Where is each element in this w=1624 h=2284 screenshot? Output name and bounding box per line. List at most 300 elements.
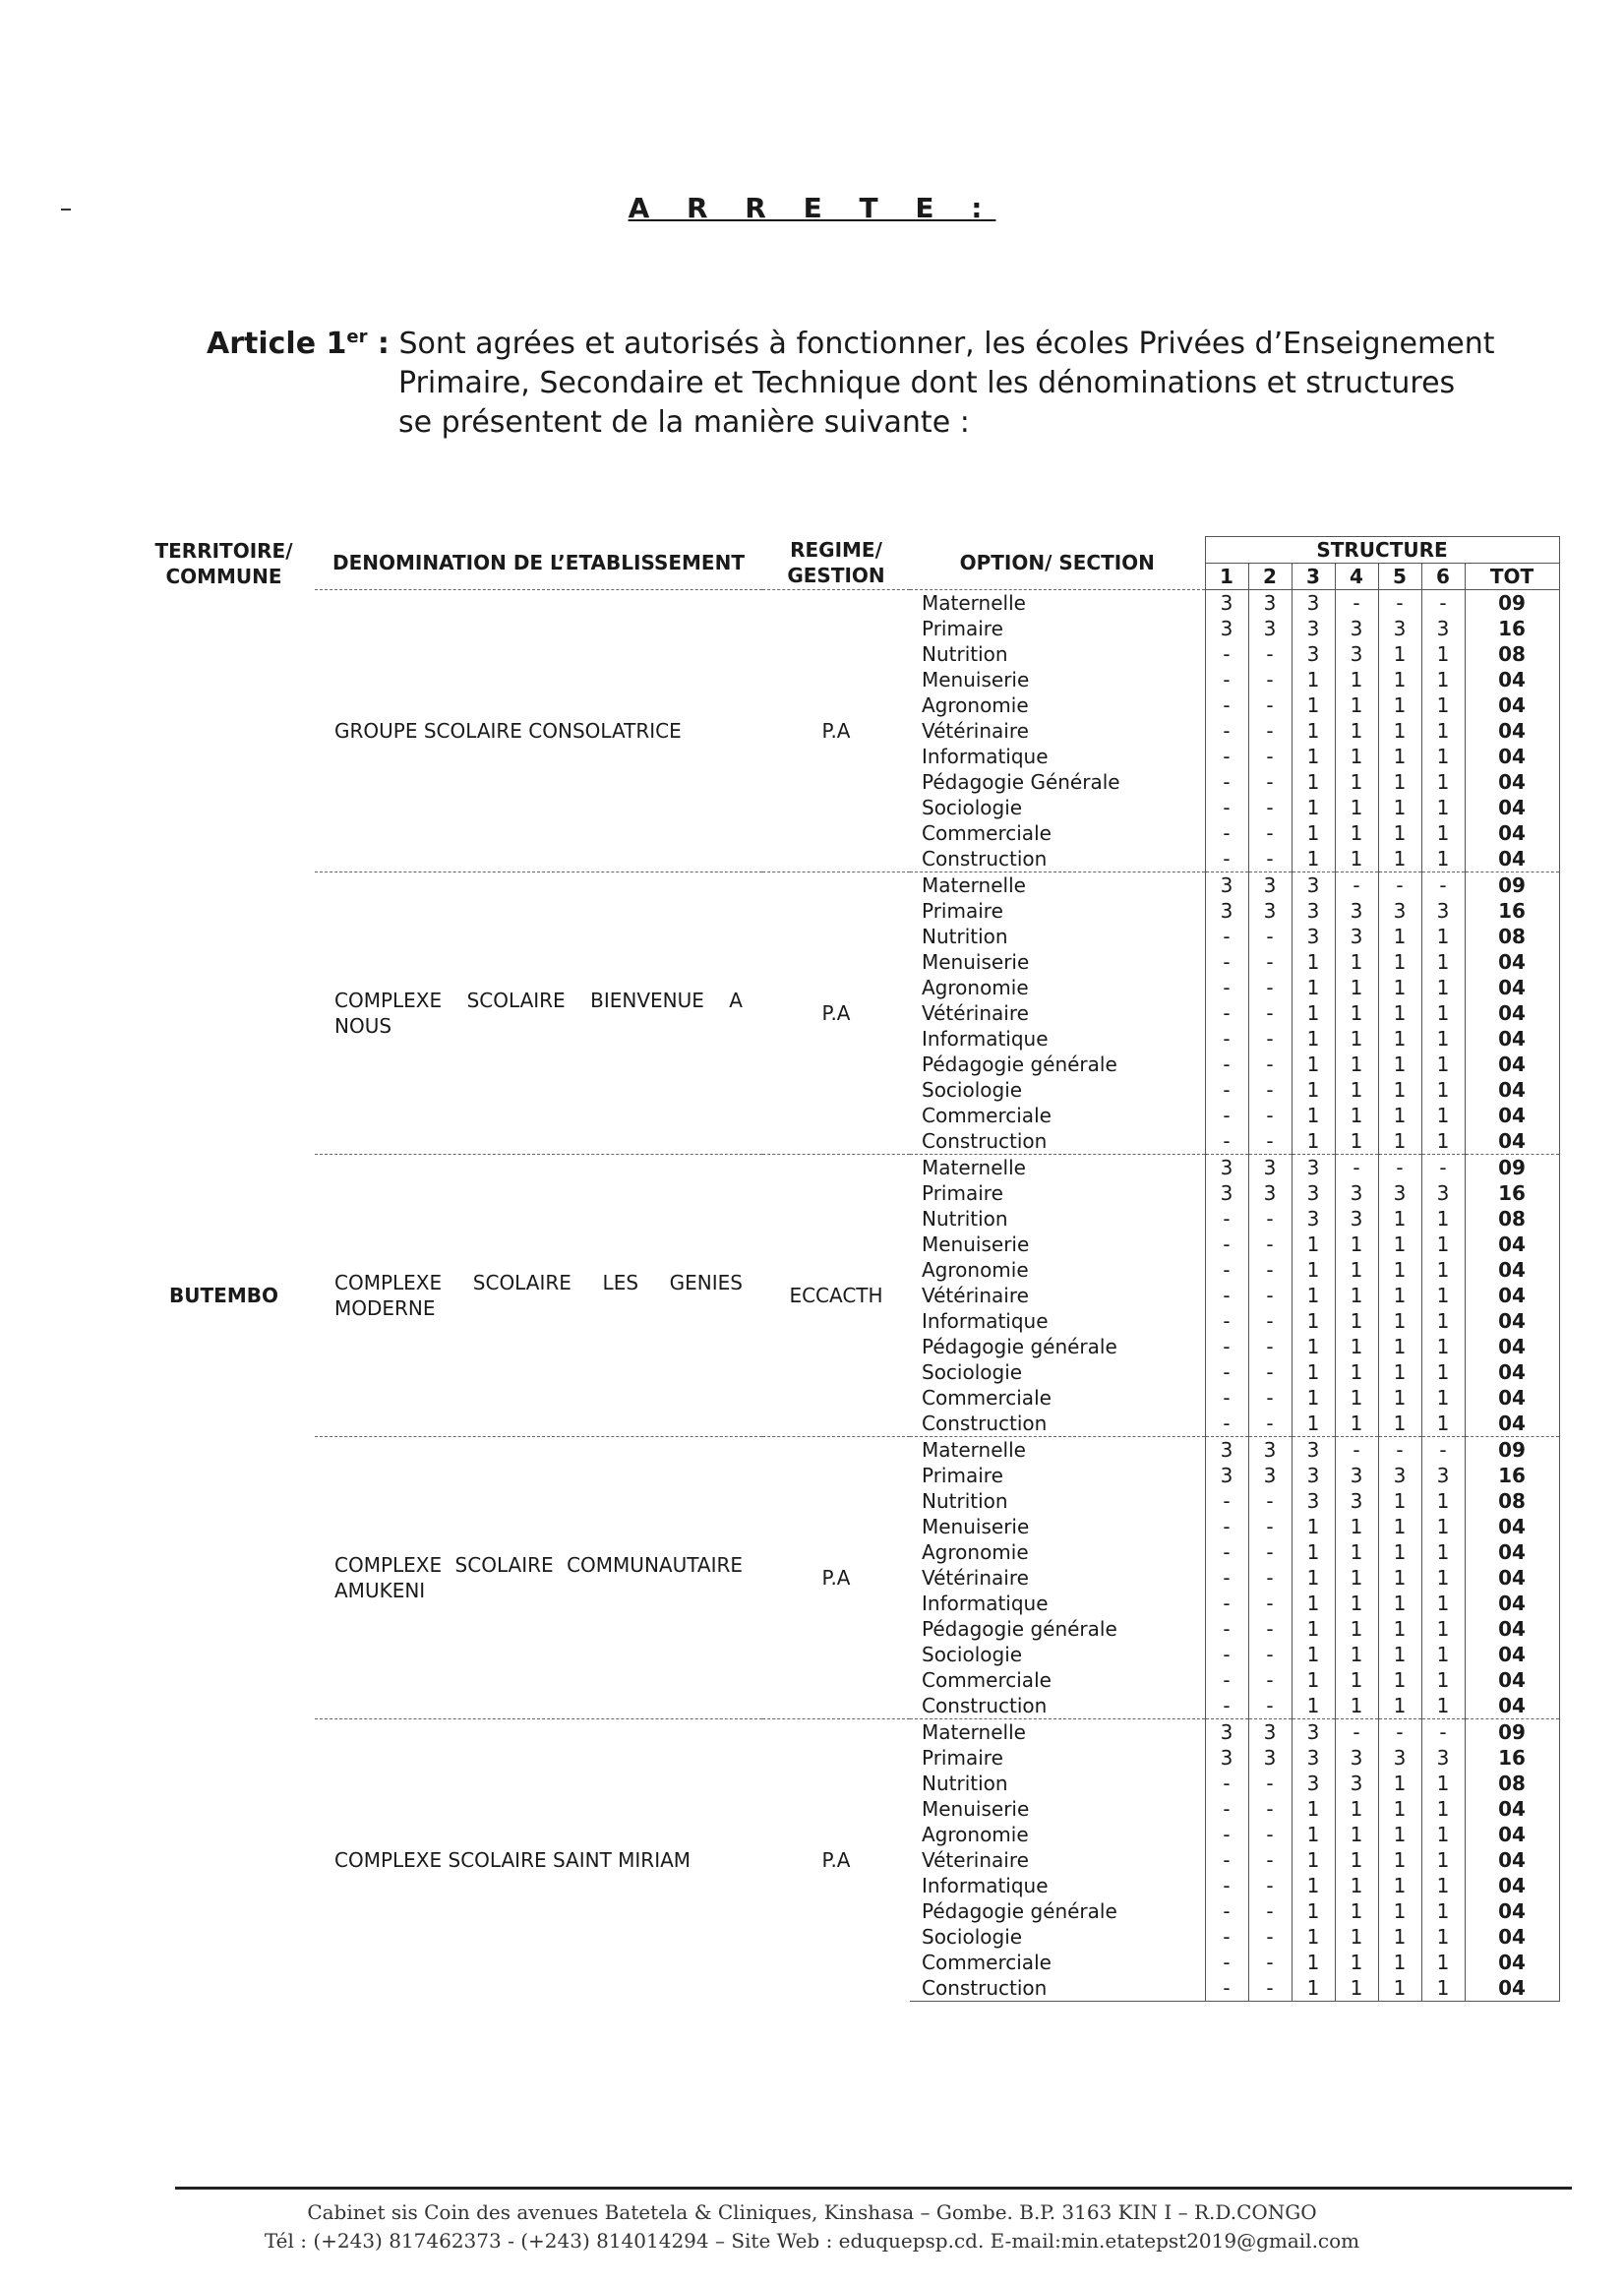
year-5-cell: 1 bbox=[1378, 1873, 1421, 1898]
year-2-cell: 3 bbox=[1248, 1745, 1292, 1771]
year-6-cell: 1 bbox=[1421, 924, 1465, 949]
year-1-cell: - bbox=[1205, 744, 1248, 769]
year-1-cell: - bbox=[1205, 1411, 1248, 1437]
year-4-cell: 1 bbox=[1335, 949, 1378, 975]
year-3-cell: 1 bbox=[1292, 975, 1335, 1000]
year-1-cell: 3 bbox=[1205, 1719, 1248, 1746]
year-5-cell: 1 bbox=[1378, 1283, 1421, 1308]
year-5-cell: 1 bbox=[1378, 769, 1421, 795]
year-3-cell: 1 bbox=[1292, 820, 1335, 846]
year-1-cell: - bbox=[1205, 1693, 1248, 1719]
year-4-cell: 1 bbox=[1335, 1693, 1378, 1719]
year-5-cell: 1 bbox=[1378, 1128, 1421, 1155]
option-cell: Informatique bbox=[922, 745, 1049, 768]
school-regime: P.A bbox=[762, 1437, 910, 1719]
year-6-cell: 3 bbox=[1421, 898, 1465, 924]
option-cell: Informatique bbox=[922, 1592, 1049, 1615]
year-6-cell: 1 bbox=[1421, 1693, 1465, 1719]
footer bbox=[0, 2198, 1624, 2255]
year-1-cell: - bbox=[1205, 1847, 1248, 1873]
header-year-5: 5 bbox=[1378, 564, 1421, 590]
year-6-cell: 1 bbox=[1421, 1103, 1465, 1128]
year-5-cell: 1 bbox=[1378, 1667, 1421, 1693]
year-3-cell: 1 bbox=[1292, 1000, 1335, 1026]
year-2-cell: - bbox=[1248, 1077, 1292, 1103]
year-1-cell: - bbox=[1205, 975, 1248, 1000]
year-1-cell: - bbox=[1205, 1591, 1248, 1616]
year-3-cell: 1 bbox=[1292, 1924, 1335, 1950]
year-2-cell: - bbox=[1248, 1924, 1292, 1950]
year-5-cell: 1 bbox=[1378, 667, 1421, 692]
year-4-cell: 1 bbox=[1335, 769, 1378, 795]
total-cell: 09 bbox=[1465, 1155, 1559, 1181]
year-1-cell: - bbox=[1205, 718, 1248, 744]
year-5-cell: - bbox=[1378, 872, 1421, 899]
total-cell: 04 bbox=[1465, 975, 1559, 1000]
year-1-cell: - bbox=[1205, 641, 1248, 667]
year-1-cell: - bbox=[1205, 1103, 1248, 1128]
year-4-cell: 1 bbox=[1335, 795, 1378, 820]
year-6-cell: 1 bbox=[1421, 641, 1465, 667]
year-1-cell: 3 bbox=[1205, 1155, 1248, 1181]
year-3-cell: 1 bbox=[1292, 667, 1335, 692]
year-2-cell: - bbox=[1248, 1667, 1292, 1693]
year-5-cell: 1 bbox=[1378, 924, 1421, 949]
year-2-cell: - bbox=[1248, 1771, 1292, 1796]
year-6-cell: 1 bbox=[1421, 1128, 1465, 1155]
year-4-cell: 1 bbox=[1335, 975, 1378, 1000]
total-cell: 04 bbox=[1465, 1411, 1559, 1437]
option-cell: Sociologie bbox=[922, 1078, 1023, 1102]
year-2-cell: - bbox=[1248, 795, 1292, 820]
year-6-cell: 1 bbox=[1421, 1924, 1465, 1950]
year-4-cell: 1 bbox=[1335, 1898, 1378, 1924]
year-2-cell: - bbox=[1248, 641, 1292, 667]
total-cell: 04 bbox=[1465, 1642, 1559, 1667]
year-6-cell: 1 bbox=[1421, 1591, 1465, 1616]
year-5-cell: 1 bbox=[1378, 1334, 1421, 1359]
year-3-cell: 1 bbox=[1292, 718, 1335, 744]
total-cell: 04 bbox=[1465, 1693, 1559, 1719]
year-6-cell: - bbox=[1421, 1155, 1465, 1181]
year-6-cell: 1 bbox=[1421, 1950, 1465, 1975]
year-5-cell: - bbox=[1378, 590, 1421, 617]
year-4-cell: 1 bbox=[1335, 1257, 1378, 1283]
year-6-cell: 1 bbox=[1421, 1488, 1465, 1514]
year-2-cell: - bbox=[1248, 1591, 1292, 1616]
year-2-cell: 3 bbox=[1248, 1180, 1292, 1206]
year-6-cell: 1 bbox=[1421, 1514, 1465, 1539]
header-option: OPTION/ SECTION bbox=[959, 551, 1155, 575]
year-4-cell: 1 bbox=[1335, 1026, 1378, 1052]
year-4-cell: 1 bbox=[1335, 1385, 1378, 1411]
year-2-cell: - bbox=[1248, 1232, 1292, 1257]
year-1-cell: - bbox=[1205, 1796, 1248, 1822]
year-4-cell: 1 bbox=[1335, 1103, 1378, 1128]
year-6-cell: - bbox=[1421, 1719, 1465, 1746]
year-1-cell: 3 bbox=[1205, 1180, 1248, 1206]
header-regime: REGIME/ GESTION bbox=[787, 538, 885, 588]
school-name: COMPLEXE SCOLAIRE COMMUNAUTAIRE AMUKENI bbox=[315, 1437, 762, 1719]
header-year-1: 1 bbox=[1205, 564, 1248, 590]
year-3-cell: 3 bbox=[1292, 872, 1335, 899]
year-1-cell: 3 bbox=[1205, 1437, 1248, 1464]
year-2-cell: - bbox=[1248, 1128, 1292, 1155]
year-1-cell: 3 bbox=[1205, 898, 1248, 924]
total-cell: 04 bbox=[1465, 820, 1559, 846]
year-2-cell: 3 bbox=[1248, 1719, 1292, 1746]
year-5-cell: 1 bbox=[1378, 1975, 1421, 2002]
year-5-cell: 1 bbox=[1378, 1950, 1421, 1975]
year-5-cell: 3 bbox=[1378, 898, 1421, 924]
year-6-cell: 1 bbox=[1421, 1616, 1465, 1642]
year-3-cell: 3 bbox=[1292, 1206, 1335, 1232]
option-cell: Commerciale bbox=[922, 1951, 1052, 1974]
year-3-cell: 1 bbox=[1292, 1822, 1335, 1847]
header-year-3: 3 bbox=[1292, 564, 1335, 590]
year-3-cell: 1 bbox=[1292, 1283, 1335, 1308]
option-cell: Informatique bbox=[922, 1309, 1049, 1333]
header-year-6: 6 bbox=[1421, 564, 1465, 590]
year-1-cell: - bbox=[1205, 1822, 1248, 1847]
year-5-cell: - bbox=[1378, 1719, 1421, 1746]
total-cell: 16 bbox=[1465, 1180, 1559, 1206]
option-cell: Primaire bbox=[922, 899, 1003, 923]
year-6-cell: 1 bbox=[1421, 1026, 1465, 1052]
total-cell: 16 bbox=[1465, 898, 1559, 924]
year-5-cell: 1 bbox=[1378, 1591, 1421, 1616]
year-1-cell: - bbox=[1205, 1667, 1248, 1693]
year-1-cell: - bbox=[1205, 1924, 1248, 1950]
year-5-cell: 1 bbox=[1378, 1796, 1421, 1822]
footer-contact: Tél : (+243) 817462373 - (+243) 814014294 – Site Web : eduquepsp.cd. E-mail:min.etatepst2019@gmail.com bbox=[264, 2229, 1360, 2253]
year-3-cell: 1 bbox=[1292, 1642, 1335, 1667]
schools-table bbox=[133, 536, 1560, 2002]
article-text-rest: Primaire, Secondaire et Technique dont les dénominations et structures se présentent de la manière suivante : bbox=[398, 366, 1456, 440]
year-3-cell: 3 bbox=[1292, 1155, 1335, 1181]
year-6-cell: 1 bbox=[1421, 1898, 1465, 1924]
total-cell: 08 bbox=[1465, 1206, 1559, 1232]
year-6-cell: 1 bbox=[1421, 1232, 1465, 1257]
total-cell: 04 bbox=[1465, 1924, 1559, 1950]
total-cell: 04 bbox=[1465, 1308, 1559, 1334]
option-cell: Véterinaire bbox=[922, 1848, 1029, 1872]
year-4-cell: - bbox=[1335, 1719, 1378, 1746]
year-1-cell: - bbox=[1205, 692, 1248, 718]
total-cell: 08 bbox=[1465, 641, 1559, 667]
school-name: GROUPE SCOLAIRE CONSOLATRICE bbox=[315, 590, 762, 872]
year-4-cell: 1 bbox=[1335, 1283, 1378, 1308]
year-4-cell: 1 bbox=[1335, 1308, 1378, 1334]
page-title: A R R E T E : bbox=[628, 192, 996, 224]
year-4-cell: 1 bbox=[1335, 1796, 1378, 1822]
year-6-cell: 1 bbox=[1421, 1334, 1465, 1359]
year-2-cell: - bbox=[1248, 949, 1292, 975]
option-cell: Commerciale bbox=[922, 1668, 1052, 1692]
year-4-cell: 1 bbox=[1335, 1411, 1378, 1437]
year-5-cell: 1 bbox=[1378, 1257, 1421, 1283]
total-cell: 16 bbox=[1465, 616, 1559, 641]
option-cell: Pédagogie Générale bbox=[922, 770, 1120, 794]
option-cell: Maternelle bbox=[910, 590, 1205, 617]
total-cell: 04 bbox=[1465, 1128, 1559, 1155]
year-4-cell: - bbox=[1335, 590, 1378, 617]
year-4-cell: 1 bbox=[1335, 718, 1378, 744]
year-4-cell: 1 bbox=[1335, 1359, 1378, 1385]
total-cell: 16 bbox=[1465, 1745, 1559, 1771]
year-3-cell: 1 bbox=[1292, 692, 1335, 718]
header-structure: STRUCTURE bbox=[1205, 537, 1559, 564]
year-3-cell: 3 bbox=[1292, 1180, 1335, 1206]
year-3-cell: 3 bbox=[1292, 616, 1335, 641]
year-3-cell: 1 bbox=[1292, 1847, 1335, 1873]
option-cell: Pédagogie générale bbox=[922, 1052, 1117, 1076]
year-4-cell: 1 bbox=[1335, 667, 1378, 692]
article-text-line1: Sont agrées et autorisés à fonctionner, les écoles Privées d’Enseignement bbox=[398, 327, 1495, 361]
year-5-cell: 1 bbox=[1378, 1308, 1421, 1334]
year-4-cell: 1 bbox=[1335, 1950, 1378, 1975]
year-3-cell: 1 bbox=[1292, 769, 1335, 795]
year-1-cell: - bbox=[1205, 1359, 1248, 1385]
option-cell: Sociologie bbox=[922, 1643, 1023, 1666]
year-5-cell: 1 bbox=[1378, 1077, 1421, 1103]
option-cell: Primaire bbox=[922, 617, 1003, 640]
year-2-cell: - bbox=[1248, 1975, 1292, 2002]
year-2-cell: - bbox=[1248, 1950, 1292, 1975]
total-cell: 08 bbox=[1465, 924, 1559, 949]
total-cell: 04 bbox=[1465, 1283, 1559, 1308]
total-cell: 04 bbox=[1465, 1232, 1559, 1257]
year-6-cell: 1 bbox=[1421, 1385, 1465, 1411]
year-1-cell: 3 bbox=[1205, 616, 1248, 641]
year-4-cell: 1 bbox=[1335, 1077, 1378, 1103]
year-5-cell: 1 bbox=[1378, 1822, 1421, 1847]
year-5-cell: 1 bbox=[1378, 1411, 1421, 1437]
year-1-cell: - bbox=[1205, 949, 1248, 975]
year-4-cell: 1 bbox=[1335, 1822, 1378, 1847]
year-2-cell: - bbox=[1248, 1642, 1292, 1667]
year-4-cell: 3 bbox=[1335, 1463, 1378, 1488]
option-cell: Sociologie bbox=[922, 1360, 1023, 1384]
year-5-cell: 1 bbox=[1378, 1026, 1421, 1052]
option-cell: Informatique bbox=[922, 1874, 1049, 1897]
year-2-cell: - bbox=[1248, 924, 1292, 949]
year-1-cell: 3 bbox=[1205, 872, 1248, 899]
year-5-cell: 1 bbox=[1378, 820, 1421, 846]
year-4-cell: 3 bbox=[1335, 641, 1378, 667]
article-1 bbox=[207, 318, 1495, 443]
year-4-cell: - bbox=[1335, 1437, 1378, 1464]
option-cell: Sociologie bbox=[922, 796, 1023, 819]
year-3-cell: 3 bbox=[1292, 590, 1335, 617]
year-1-cell: - bbox=[1205, 1232, 1248, 1257]
school-regime: ECCACTH bbox=[762, 1155, 910, 1437]
total-cell: 04 bbox=[1465, 1103, 1559, 1128]
school-name: COMPLEXE SCOLAIRE SAINT MIRIAM bbox=[315, 1719, 762, 2002]
year-3-cell: 3 bbox=[1292, 1488, 1335, 1514]
year-3-cell: 1 bbox=[1292, 1873, 1335, 1898]
year-4-cell: 1 bbox=[1335, 1334, 1378, 1359]
year-1-cell: - bbox=[1205, 1283, 1248, 1308]
year-5-cell: 1 bbox=[1378, 718, 1421, 744]
year-2-cell: - bbox=[1248, 846, 1292, 872]
year-4-cell: 1 bbox=[1335, 1616, 1378, 1642]
option-cell: Informatique bbox=[922, 1027, 1049, 1051]
school-name: COMPLEXE SCOLAIRE BIENVENUE A NOUS bbox=[315, 872, 762, 1155]
year-6-cell: - bbox=[1421, 1437, 1465, 1464]
year-2-cell: - bbox=[1248, 1334, 1292, 1359]
total-cell: 04 bbox=[1465, 1975, 1559, 2002]
year-1-cell: - bbox=[1205, 1488, 1248, 1514]
year-1-cell: - bbox=[1205, 1206, 1248, 1232]
year-3-cell: 1 bbox=[1292, 1334, 1335, 1359]
table-row bbox=[133, 1437, 1559, 1464]
year-5-cell: 1 bbox=[1378, 1514, 1421, 1539]
year-6-cell: 1 bbox=[1421, 1206, 1465, 1232]
year-1-cell: - bbox=[1205, 667, 1248, 692]
year-3-cell: 1 bbox=[1292, 949, 1335, 975]
option-cell: Commerciale bbox=[922, 1386, 1052, 1410]
total-cell: 04 bbox=[1465, 1077, 1559, 1103]
year-6-cell: 1 bbox=[1421, 744, 1465, 769]
total-cell: 04 bbox=[1465, 667, 1559, 692]
option-cell: Maternelle bbox=[910, 872, 1205, 899]
total-cell: 04 bbox=[1465, 1539, 1559, 1565]
year-4-cell: 3 bbox=[1335, 1771, 1378, 1796]
year-3-cell: 1 bbox=[1292, 1514, 1335, 1539]
option-cell: Construction bbox=[922, 847, 1048, 871]
year-1-cell: 3 bbox=[1205, 1463, 1248, 1488]
year-2-cell: - bbox=[1248, 769, 1292, 795]
year-6-cell: 1 bbox=[1421, 846, 1465, 872]
year-5-cell: - bbox=[1378, 1437, 1421, 1464]
year-5-cell: 3 bbox=[1378, 1180, 1421, 1206]
year-6-cell: 1 bbox=[1421, 667, 1465, 692]
year-4-cell: 3 bbox=[1335, 1180, 1378, 1206]
year-2-cell: - bbox=[1248, 975, 1292, 1000]
year-3-cell: 1 bbox=[1292, 1667, 1335, 1693]
year-5-cell: 1 bbox=[1378, 1616, 1421, 1642]
option-cell: Menuiserie bbox=[922, 950, 1030, 974]
year-3-cell: 1 bbox=[1292, 1565, 1335, 1591]
year-5-cell: 1 bbox=[1378, 1565, 1421, 1591]
table-row bbox=[133, 590, 1559, 617]
territoire-cell: BUTEMBO bbox=[169, 1284, 278, 1307]
total-cell: 04 bbox=[1465, 1565, 1559, 1591]
total-cell: 04 bbox=[1465, 1873, 1559, 1898]
year-2-cell: - bbox=[1248, 1539, 1292, 1565]
year-3-cell: 1 bbox=[1292, 1693, 1335, 1719]
year-2-cell: - bbox=[1248, 744, 1292, 769]
year-6-cell: 1 bbox=[1421, 1565, 1465, 1591]
year-6-cell: 3 bbox=[1421, 1745, 1465, 1771]
year-6-cell: 1 bbox=[1421, 1873, 1465, 1898]
year-4-cell: 1 bbox=[1335, 744, 1378, 769]
year-6-cell: 3 bbox=[1421, 1463, 1465, 1488]
year-3-cell: 1 bbox=[1292, 1539, 1335, 1565]
option-cell: Agronomie bbox=[922, 1258, 1029, 1282]
option-cell: Menuiserie bbox=[922, 1797, 1030, 1821]
year-4-cell: 1 bbox=[1335, 1128, 1378, 1155]
year-5-cell: 1 bbox=[1378, 1488, 1421, 1514]
year-6-cell: 1 bbox=[1421, 1822, 1465, 1847]
total-cell: 04 bbox=[1465, 1359, 1559, 1385]
year-4-cell: 1 bbox=[1335, 1232, 1378, 1257]
year-5-cell: 1 bbox=[1378, 1103, 1421, 1128]
year-4-cell: 3 bbox=[1335, 924, 1378, 949]
year-6-cell: 1 bbox=[1421, 692, 1465, 718]
total-cell: 04 bbox=[1465, 1000, 1559, 1026]
year-1-cell: - bbox=[1205, 1385, 1248, 1411]
option-cell: Construction bbox=[922, 1129, 1048, 1153]
option-cell: Agronomie bbox=[922, 1823, 1029, 1846]
table-row bbox=[133, 1155, 1559, 1181]
year-3-cell: 3 bbox=[1292, 898, 1335, 924]
year-5-cell: 1 bbox=[1378, 744, 1421, 769]
year-5-cell: 1 bbox=[1378, 1693, 1421, 1719]
total-cell: 08 bbox=[1465, 1488, 1559, 1514]
option-cell: Construction bbox=[922, 1694, 1048, 1717]
year-2-cell: - bbox=[1248, 667, 1292, 692]
total-cell: 04 bbox=[1465, 1334, 1559, 1359]
year-5-cell: 1 bbox=[1378, 1898, 1421, 1924]
year-2-cell: - bbox=[1248, 1103, 1292, 1128]
option-cell: Pédagogie générale bbox=[922, 1899, 1117, 1923]
year-3-cell: 1 bbox=[1292, 1257, 1335, 1283]
year-6-cell: - bbox=[1421, 872, 1465, 899]
total-cell: 04 bbox=[1465, 1591, 1559, 1616]
year-1-cell: - bbox=[1205, 1565, 1248, 1591]
option-cell: Menuiserie bbox=[922, 1232, 1030, 1256]
total-cell: 04 bbox=[1465, 949, 1559, 975]
year-6-cell: 1 bbox=[1421, 1771, 1465, 1796]
year-2-cell: - bbox=[1248, 1026, 1292, 1052]
year-4-cell: 1 bbox=[1335, 1539, 1378, 1565]
year-1-cell: - bbox=[1205, 1026, 1248, 1052]
year-2-cell: 3 bbox=[1248, 898, 1292, 924]
year-3-cell: 1 bbox=[1292, 1359, 1335, 1385]
option-cell: Primaire bbox=[922, 1464, 1003, 1487]
option-cell: Maternelle bbox=[910, 1155, 1205, 1181]
option-cell: Agronomie bbox=[922, 1540, 1029, 1564]
table-row bbox=[133, 872, 1559, 899]
year-2-cell: - bbox=[1248, 1796, 1292, 1822]
option-cell: Maternelle bbox=[910, 1437, 1205, 1464]
option-cell: Sociologie bbox=[922, 1925, 1023, 1949]
year-4-cell: 1 bbox=[1335, 1642, 1378, 1667]
option-cell: Vétérinaire bbox=[922, 1284, 1029, 1307]
year-3-cell: 3 bbox=[1292, 1771, 1335, 1796]
year-3-cell: 1 bbox=[1292, 1950, 1335, 1975]
year-2-cell: - bbox=[1248, 718, 1292, 744]
year-5-cell: - bbox=[1378, 1155, 1421, 1181]
total-cell: 08 bbox=[1465, 1771, 1559, 1796]
option-cell: Pédagogie générale bbox=[922, 1617, 1117, 1641]
year-3-cell: 1 bbox=[1292, 1385, 1335, 1411]
school-regime: P.A bbox=[762, 1719, 910, 2002]
year-6-cell: 1 bbox=[1421, 1796, 1465, 1822]
year-6-cell: 1 bbox=[1421, 1077, 1465, 1103]
total-cell: 04 bbox=[1465, 718, 1559, 744]
total-cell: 09 bbox=[1465, 1437, 1559, 1464]
year-4-cell: 3 bbox=[1335, 898, 1378, 924]
year-5-cell: 1 bbox=[1378, 1232, 1421, 1257]
year-6-cell: 1 bbox=[1421, 975, 1465, 1000]
year-2-cell: 3 bbox=[1248, 872, 1292, 899]
option-cell: Vétérinaire bbox=[922, 719, 1029, 743]
year-6-cell: 1 bbox=[1421, 949, 1465, 975]
year-5-cell: 1 bbox=[1378, 1385, 1421, 1411]
